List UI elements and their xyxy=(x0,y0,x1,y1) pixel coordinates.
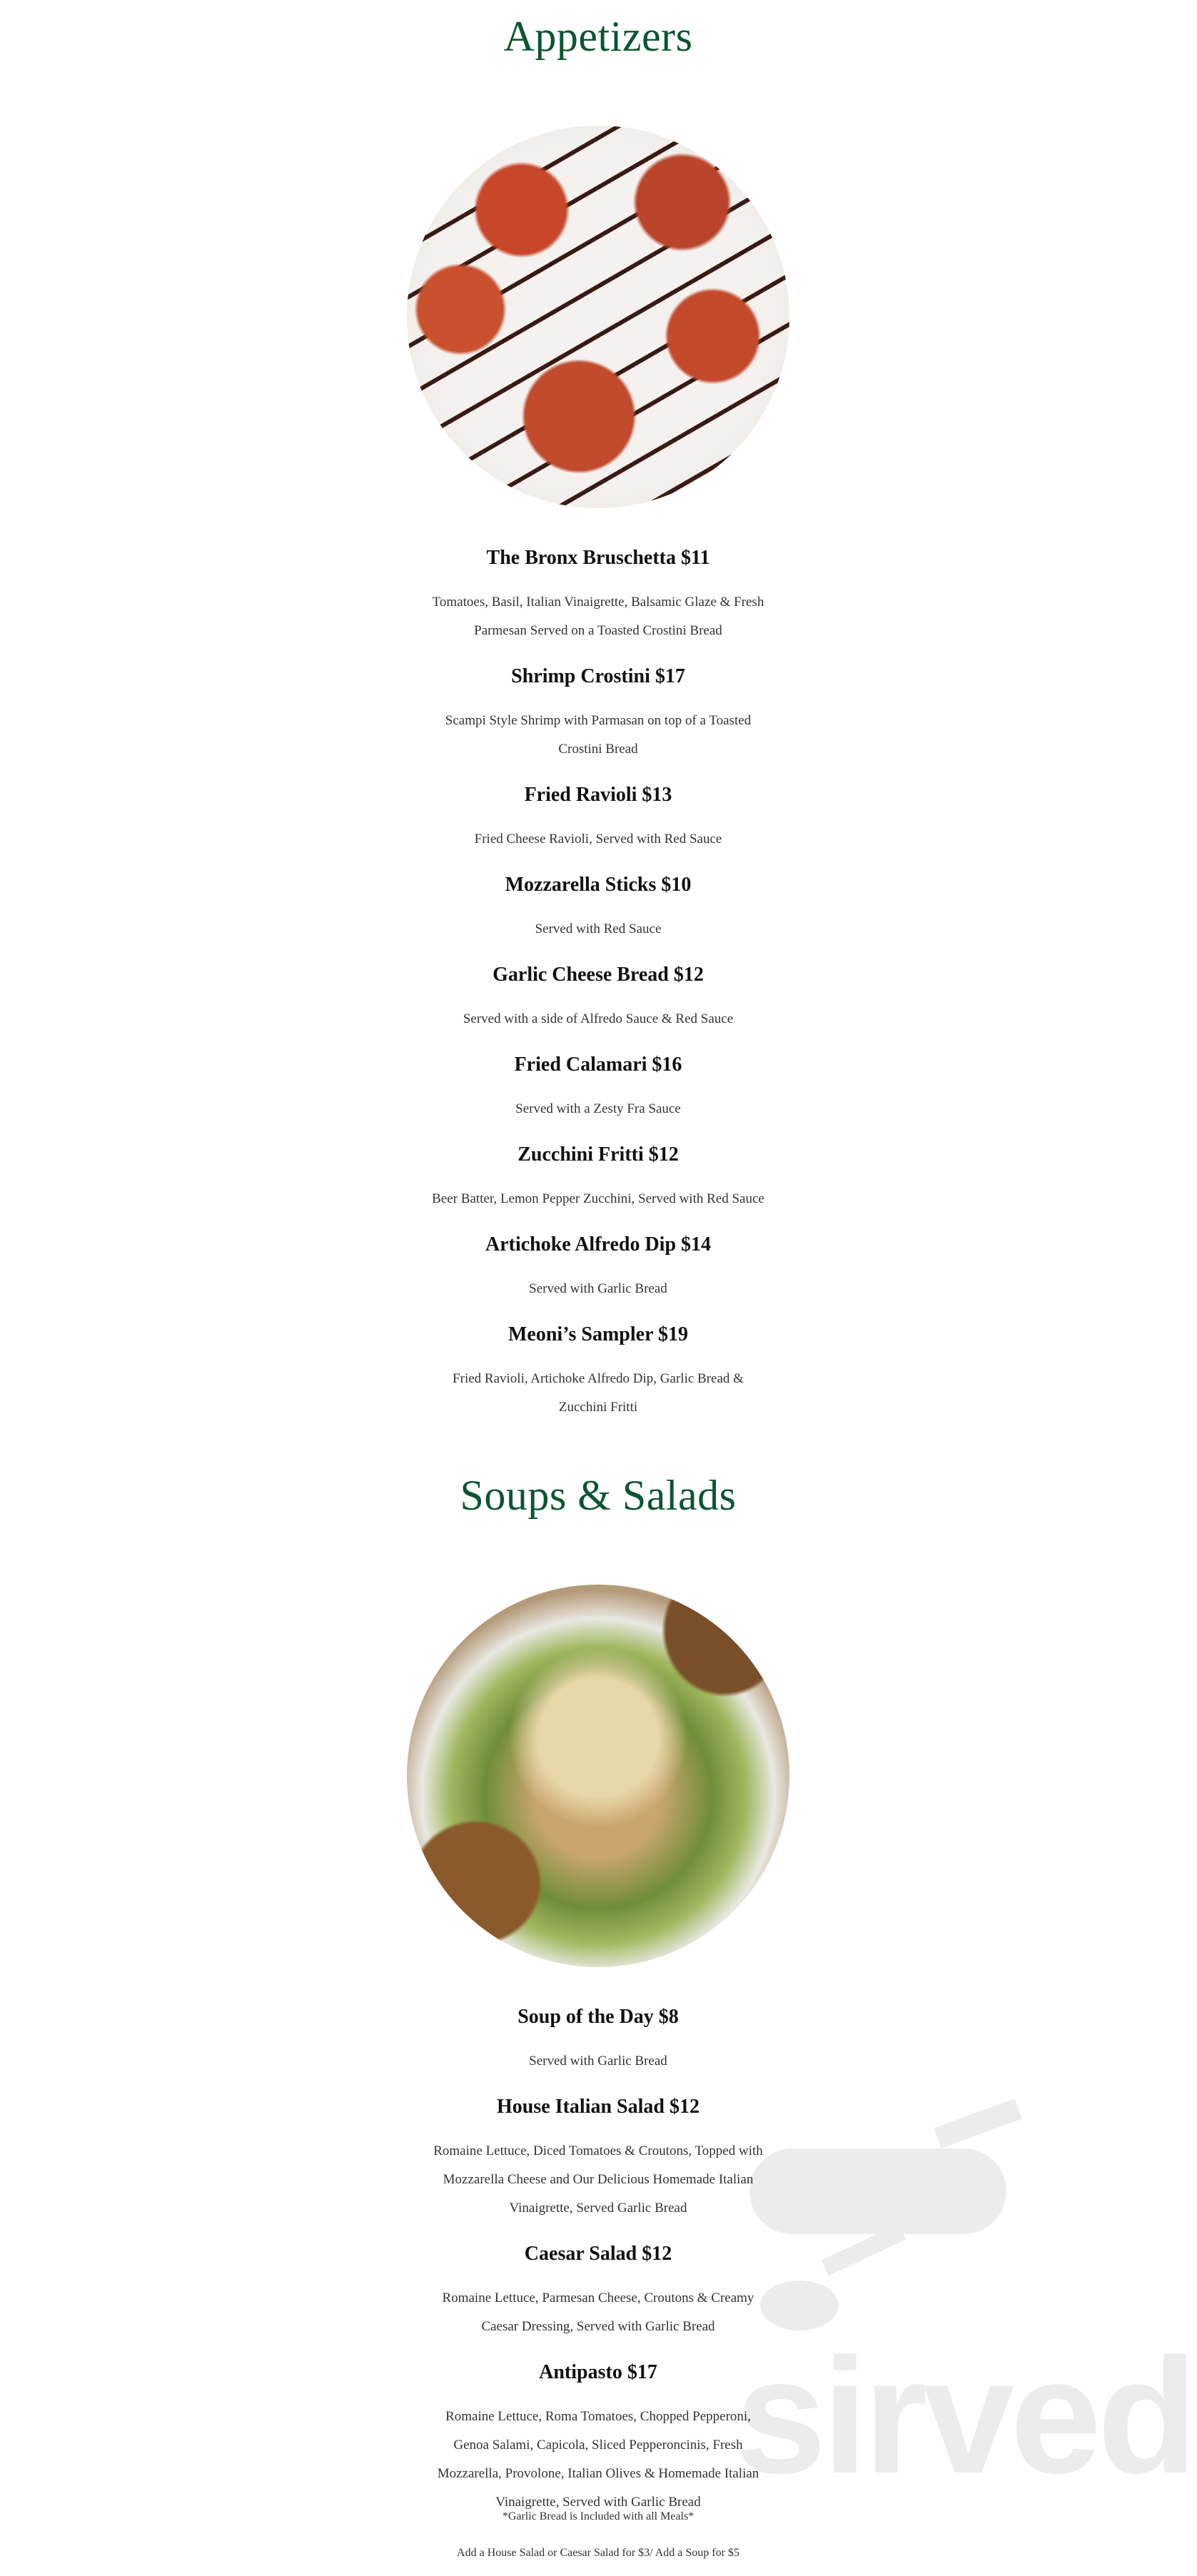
menu-column xyxy=(384,11,812,2534)
description-line: Zucchini Fritti xyxy=(558,1400,638,1415)
menu-item-description xyxy=(384,588,812,645)
description-line: Vinaigrette, Served Garlic Bread xyxy=(509,2201,687,2216)
menu-item-description xyxy=(384,1365,812,1422)
description-line: Fried Ravioli, Artichoke Alfredo Dip, Garlic Bread & xyxy=(453,1371,744,1386)
description-line: Served with Red Sauce xyxy=(535,921,662,936)
add-on-note: Add a House Salad or Caesar Salad for $3/ Add a Soup for $5 xyxy=(457,2547,739,2559)
description-line: Genoa Salami, Capicola, Sliced Pepperoncinis, Fresh xyxy=(453,2438,743,2453)
menu-item-description xyxy=(384,707,812,764)
menu-item-title: Caesar Salad $12 xyxy=(524,2243,672,2265)
menu-item-title: Meoni’s Sampler $19 xyxy=(508,1323,688,1345)
description-line: Romaine Lettuce, Parmesan Cheese, Croutons & Creamy xyxy=(442,2290,754,2305)
description-line: Served with a Zesty Fra Sauce xyxy=(515,1101,681,1116)
garlic-bread-note: *Garlic Bread is Included with all Meals* xyxy=(502,2510,695,2522)
menu-item-title: Zucchini Fritti $12 xyxy=(517,1143,679,1166)
menu-item-title: Mozzarella Sticks $10 xyxy=(505,874,692,896)
menu-item-title: Fried Calamari $16 xyxy=(514,1054,682,1076)
description-line: Beer Batter, Lemon Pepper Zucchini, Served with Red Sauce xyxy=(432,1191,764,1206)
menu-item-description xyxy=(384,2047,812,2076)
menu-item-title: Soup of the Day $8 xyxy=(517,2006,679,2028)
description-line: Vinaigrette, Served with Garlic Bread xyxy=(495,2495,701,2510)
menu-item-description xyxy=(384,1005,812,1034)
description-line: Served with Garlic Bread xyxy=(529,2054,667,2069)
menu-item-description xyxy=(384,1185,812,1213)
menu-item-title: Shrimp Crostini $17 xyxy=(511,665,685,687)
menu-item-description xyxy=(384,1095,812,1123)
section-title: Appetizers xyxy=(503,13,693,60)
description-line: Fried Cheese Ravioli, Served with Red Sauce xyxy=(474,832,722,847)
menu-item-title: Garlic Cheese Bread $12 xyxy=(493,964,704,986)
description-line: Romaine Lettuce, Roma Tomatoes, Chopped Pepperoni, xyxy=(445,2409,751,2424)
description-line: Scampi Style Shrimp with Parmasan on top of a Toasted xyxy=(445,713,752,728)
menu-item-title: The Bronx Bruschetta $11 xyxy=(486,547,710,569)
menu-item-description xyxy=(384,825,812,854)
menu-item-description xyxy=(384,2403,812,2517)
menu-item-title: House Italian Salad $12 xyxy=(497,2096,699,2118)
description-line: Parmesan Served on a Toasted Crostini Bread xyxy=(474,623,722,638)
section-title: Soups & Salads xyxy=(460,1472,737,1519)
description-line: Mozzarella Cheese and Our Delicious Homemade Italian xyxy=(443,2172,754,2187)
description-line: Crostini Bread xyxy=(558,742,638,757)
antipasto-salad-photo xyxy=(407,1585,789,1967)
menu-item-description xyxy=(384,2284,812,2341)
menu-item-description xyxy=(384,2137,812,2223)
menu-item-description xyxy=(384,915,812,944)
description-line: Tomatoes, Basil, Italian Vinaigrette, Balsamic Glaze & Fresh xyxy=(432,595,764,610)
description-line: Served with a side of Alfredo Sauce & Red Sauce xyxy=(463,1011,734,1026)
watermark-text: sirved xyxy=(735,2324,1193,2507)
menu-item-title: Artichoke Alfredo Dip $14 xyxy=(485,1233,712,1256)
menu-item-description xyxy=(384,1275,812,1303)
description-line: Romaine Lettuce, Diced Tomatoes & Croutons, Topped with xyxy=(433,2143,763,2158)
menu-item-title: Fried Ravioli $13 xyxy=(524,784,672,806)
menu-item-title: Antipasto $17 xyxy=(539,2361,657,2383)
description-line: Mozzarella, Provolone, Italian Olives & Homemade Italian xyxy=(437,2466,759,2481)
description-line: Caesar Dressing, Served with Garlic Bread xyxy=(481,2319,715,2334)
bruschetta-photo xyxy=(407,126,789,508)
description-line: Served with Garlic Bread xyxy=(529,1281,667,1296)
